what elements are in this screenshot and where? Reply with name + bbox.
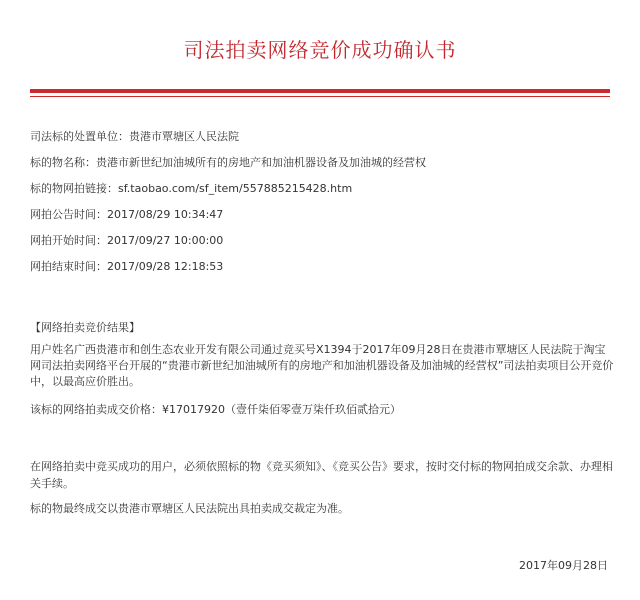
title-divider-thin	[30, 96, 610, 97]
end-time-line: 网拍结束时间：2017/09/28 12:18:53	[30, 260, 224, 273]
final-ruling-line: 标的物最终成交以贵港市覃塘区人民法院出具拍卖成交裁定为准。	[30, 502, 349, 515]
notice-paragraph: 在网络拍卖中竞买成功的用户，必须依照标的物《竞买须知》、《竞买公告》要求，按时交付标的物网拍成交余款、办理相关手续。	[30, 460, 613, 490]
document-date: 2017年09月28日	[519, 559, 608, 572]
result-heading: 【网络拍卖竞价结果】	[30, 321, 140, 334]
auction-link-line: 标的物网拍链接：sf.taobao.com/sf_item/557885215428.htm	[30, 182, 353, 195]
start-time-line: 网拍开始时间：2017/09/27 10:00:00	[30, 234, 224, 247]
result-paragraph: 用户姓名广西贵港市和创生态农业开发有限公司通过竞买号X1394于2017年09月28日在贵港市覃塘区人民法院于淘宝网司法拍卖网络平台开展的“贵港市新世纪加油城所有的房地产和加油机器设备及加油城的经营权”司法拍卖项目公开竞价中，以最高应价胜出。	[30, 343, 614, 388]
title-divider-thick	[30, 89, 610, 93]
document-title: 司法拍卖网络竞价成功确认书	[183, 38, 457, 62]
subject-name-line: 标的物名称：贵港市新世纪加油城所有的房地产和加油机器设备及加油城的经营权	[30, 156, 426, 169]
auction-info-section	[30, 130, 610, 286]
disposal-unit-line: 司法标的处置单位：贵港市覃塘区人民法院	[30, 130, 239, 143]
final-price-line: 该标的网络拍卖成交价格：¥17017920（壹仟柒佰零壹万柒仟玖佰贰拾元）	[30, 403, 401, 416]
announce-time-line: 网拍公告时间：2017/08/29 10:34:47	[30, 208, 224, 221]
